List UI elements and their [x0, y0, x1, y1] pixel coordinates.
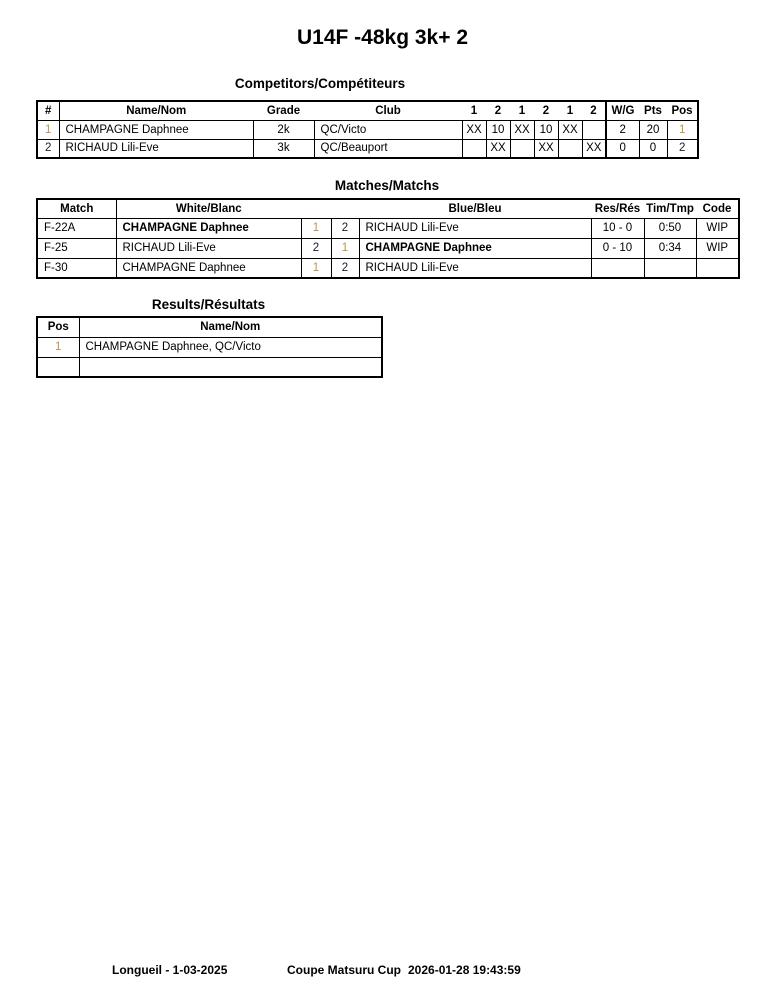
competitor-wins: 2 [606, 120, 639, 139]
match-id: F-30 [37, 258, 116, 278]
match-time: 0:50 [644, 218, 696, 238]
competitor-club: QC/Beauport [314, 139, 462, 158]
competitor-number: 1 [37, 120, 59, 139]
col-header-club: Club [314, 101, 462, 120]
match-code [696, 258, 739, 278]
result-name [79, 357, 382, 377]
competitor-row [37, 139, 698, 158]
competitor-grade: 3k [253, 139, 314, 158]
competitor-name: CHAMPAGNE Daphnee [59, 120, 253, 139]
col-header-round: 2 [486, 101, 510, 120]
competitor-row [37, 120, 698, 139]
round-score: XX [462, 120, 486, 139]
col-header-round: 2 [582, 101, 606, 120]
competitor-points: 0 [639, 139, 667, 158]
competitor-points: 20 [639, 120, 667, 139]
white-competitor-number: 1 [301, 258, 331, 278]
page-title: U14F -48kg 3k+ 2 [296, 26, 468, 49]
col-header-points: Pts [639, 101, 667, 120]
result-row [37, 337, 382, 357]
blue-competitor-number: 2 [331, 218, 359, 238]
match-result [591, 258, 644, 278]
result-position: 1 [37, 337, 79, 357]
blue-competitor-name: CHAMPAGNE Daphnee [359, 238, 591, 258]
match-row [37, 218, 739, 238]
white-competitor-number: 1 [301, 218, 331, 238]
competitors-table [36, 100, 699, 159]
col-header-round: 1 [558, 101, 582, 120]
blue-competitor-number: 1 [331, 238, 359, 258]
white-competitor-name: CHAMPAGNE Daphnee [116, 258, 301, 278]
match-result: 10 - 0 [591, 218, 644, 238]
col-header-result: Res/Rés [591, 199, 644, 218]
footer-print-timestamp: 2026-01-28 19:43:59 [408, 963, 521, 977]
col-header-position: Pos [37, 317, 79, 337]
competitor-wins: 0 [606, 139, 639, 158]
white-competitor-number: 2 [301, 238, 331, 258]
round-score: 10 [486, 120, 510, 139]
col-header-name: Name/Nom [79, 317, 382, 337]
col-header-round: 2 [534, 101, 558, 120]
match-code: WIP [696, 238, 739, 258]
col-header-time: Tim/Tmp [644, 199, 696, 218]
col-header-code: Code [696, 199, 739, 218]
col-header-number: # [37, 101, 59, 120]
round-score [558, 139, 582, 158]
round-score: XX [558, 120, 582, 139]
round-score: 10 [534, 120, 558, 139]
result-position [37, 357, 79, 377]
match-code: WIP [696, 218, 739, 238]
col-header-blue: Blue/Bleu [359, 199, 591, 218]
col-header-white-number [301, 199, 331, 218]
match-id: F-22A [37, 218, 116, 238]
col-header-blue-number [331, 199, 359, 218]
results-header-row [37, 317, 382, 337]
blue-competitor-number: 2 [331, 258, 359, 278]
footer-location-date: Longueil - 1-03-2025 [112, 963, 228, 977]
round-score: XX [510, 120, 534, 139]
col-header-name: Name/Nom [59, 101, 253, 120]
footer-event-name: Coupe Matsuru Cup [287, 963, 401, 977]
match-id: F-25 [37, 238, 116, 258]
competitor-number: 2 [37, 139, 59, 158]
match-time: 0:34 [644, 238, 696, 258]
col-header-wins: W/G [606, 101, 639, 120]
competitor-name: RICHAUD Lili-Eve [59, 139, 253, 158]
blue-competitor-name: RICHAUD Lili-Eve [359, 258, 591, 278]
matches-heading: Matches/Matchs [334, 178, 440, 193]
match-row [37, 258, 739, 278]
result-row [37, 357, 382, 377]
matches-table [36, 198, 740, 279]
col-header-white: White/Blanc [116, 199, 301, 218]
competitors-heading: Competitors/Compétiteurs [234, 76, 406, 91]
col-header-match: Match [37, 199, 116, 218]
results-heading: Results/Résultats [151, 297, 266, 312]
match-time [644, 258, 696, 278]
result-name: CHAMPAGNE Daphnee, QC/Victo [79, 337, 382, 357]
match-result: 0 - 10 [591, 238, 644, 258]
white-competitor-name: CHAMPAGNE Daphnee [116, 218, 301, 238]
competitor-position: 2 [667, 139, 698, 158]
competitors-header-row [37, 101, 698, 120]
round-score [582, 120, 606, 139]
competitor-grade: 2k [253, 120, 314, 139]
col-header-round: 1 [462, 101, 486, 120]
matches-header-row [37, 199, 739, 218]
results-table [36, 316, 383, 378]
white-competitor-name: RICHAUD Lili-Eve [116, 238, 301, 258]
col-header-round: 1 [510, 101, 534, 120]
round-score: XX [534, 139, 558, 158]
round-score [510, 139, 534, 158]
competitor-position: 1 [667, 120, 698, 139]
round-score: XX [486, 139, 510, 158]
round-score: XX [582, 139, 606, 158]
round-score [462, 139, 486, 158]
col-header-position: Pos [667, 101, 698, 120]
blue-competitor-name: RICHAUD Lili-Eve [359, 218, 591, 238]
competitor-club: QC/Victo [314, 120, 462, 139]
col-header-grade: Grade [253, 101, 314, 120]
match-row [37, 238, 739, 258]
